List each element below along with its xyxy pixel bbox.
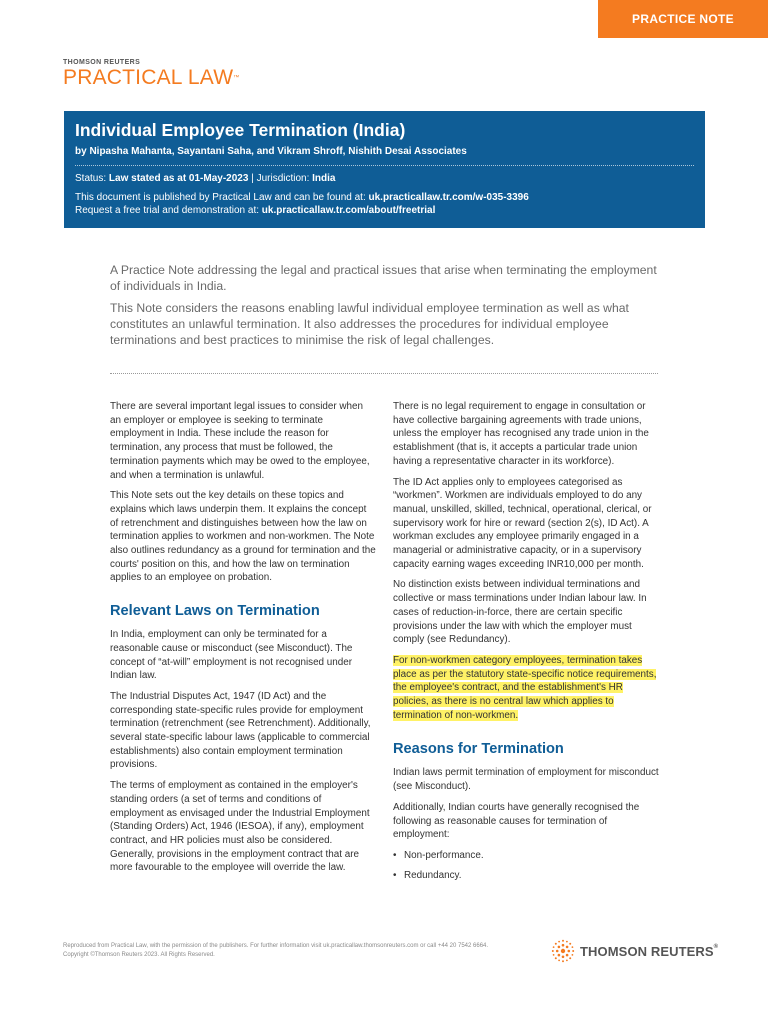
published-line (75, 191, 694, 204)
highlighted-paragraph (393, 654, 659, 723)
body-paragraph: There is no legal requirement to engage in consultation or have collective bargaining agreements with trade unions, unless the employer has recognised any trade union in the establishment (that is, it accepts a particular trade union having a representative character in its workforce). (393, 401, 649, 467)
left-column (110, 400, 376, 882)
logo-trademark: ™ (233, 75, 240, 81)
thomson-reuters-wordmark (580, 944, 718, 959)
body-paragraph: No distinction exists between individual terminations and collective or mass terminations under Indian labour law. In cases of reduction-in-force, there are certain specific provisions under the law with which the employer must comply (see Redundancy). (393, 579, 647, 646)
status-label: Status: (75, 173, 109, 184)
abstract-paragraph: This Note considers the reasons enabling lawful individual employee termination as well as what constitutes an unlawful termination. It also addresses the procedures for individual employee terminations and best practices to minimise the risk of legal challenges. (110, 301, 629, 347)
practice-note-tag (598, 0, 768, 38)
abstract (110, 262, 662, 354)
list-item-text: Redundancy. (404, 869, 462, 881)
heading-reasons-termination: Reasons for Termination (393, 741, 564, 758)
intro-paragraph: There are several important legal issues to consider when an employer or employee is seeking to terminate employment in India. These include the reason for termination, any process that must be followed, the termination payments which may be owed to the employee, and when a termination is unlawful. (110, 401, 370, 481)
status-value: Law stated as at 01-May-2023 (108, 173, 249, 184)
header-divider (75, 165, 694, 166)
list-item: • Non-performance. (393, 849, 484, 861)
body-paragraph: In India, employment can only be terminated for a reasonable cause or misconduct (see Misconduct). The concept of “at-will” employment is not recognised under Indian law. (110, 629, 353, 682)
highlighted-text: For non-workmen category employees, termination takes place as per the statutory state-specific notice requirements, the employee's contract, and the establishment's HR policies, as there is no central law which applies to termination of non-workmen. (393, 654, 657, 721)
body-paragraph: The ID Act applies only to employees categorised as “workmen”. Workmen are individuals employed to do any manual, unskilled, skilled, technical, operational, clerical, or supervisory work for hire or reward (section 2(s), ID Act). A workman excludes any employee primarily engaged in a managerial or administrative capacity, or in a supervisory capacity earning wages exceeding INR10,000 per month. (393, 476, 652, 570)
jurisdiction-label: | Jurisdiction: (248, 173, 313, 184)
practical-law-logo (63, 59, 239, 89)
thomson-reuters-brand: THOMSON REUTERS (580, 943, 714, 959)
reasons-paragraph: Additionally, Indian courts have generally recognised the following as reasonable causes for termination of employment: (393, 801, 640, 841)
reasons-paragraph: Indian laws permit termination of employment for misconduct (see Misconduct). (393, 767, 659, 793)
body-paragraph: The terms of employment as contained in the employer's standing orders (a set of terms and conditions of employment as envisaged under the Industrial Employment (Standing Orders) Act, 1946 (IESOA), if any), employment contract, and HR policies must also be considered. Generally, provisions in the employment contract that are more favourable to the employee will override the law. (110, 780, 370, 874)
copyright-note: Reproduced from Practical Law, with the permission of the publishers. For further information visit uk.practicallaw.thomsonreuters.com or call +44 20 7542 6664. Copyright ©Thomson Reuters 2023. All Rights Reserved. (63, 943, 489, 958)
trial-link[interactable]: uk.practicallaw.tr.com/about/freetrial (261, 205, 436, 216)
list-item-text: Non-performance. (404, 849, 484, 861)
thomson-reuters-logo-icon (551, 939, 575, 963)
thomson-reuters-logo (551, 939, 718, 963)
trial-text: Request a free trial and demonstration at: (75, 205, 262, 216)
document-header (64, 111, 705, 228)
document-title: Individual Employee Termination (India) (75, 120, 406, 140)
published-link[interactable]: uk.practicallaw.tr.com/w-035-3396 (368, 192, 529, 203)
body-paragraph: The Industrial Disputes Act, 1947 (ID Act) and the corresponding state-specific rules provide for employment termination (retrenchment (see Retrenchment). Additionally, several state-specific labour laws (applicable to commercial establishments) also contain employment termination provisions. (110, 690, 371, 771)
jurisdiction-value: India (312, 173, 336, 184)
logo-publisher: THOMSON REUTERS (63, 59, 141, 66)
list-item: • Redundancy. (393, 869, 462, 881)
heading-relevant-laws: Relevant Laws on Termination (110, 603, 320, 620)
registered-mark: ® (713, 943, 719, 950)
document-authors: by Nipasha Mahanta, Sayantani Saha, and Vikram Shroff, Nishith Desai Associates (75, 146, 467, 157)
trial-line (75, 204, 694, 217)
reasons-list (393, 849, 659, 882)
status-line (75, 172, 694, 185)
published-text: This document is published by Practical Law and can be found at: (75, 192, 369, 203)
practice-note-label: PRACTICE NOTE (632, 12, 734, 26)
intro-paragraph: This Note sets out the key details on these topics and explains which laws underpin them. It explains the concept of retrenchment and distinguishes between how the law on termination applies to workmen and non-workmen. The Note also outlines redundancy as a ground for termination and the courts' position on this, and how the law on termination applies to an employee on probation. (110, 490, 376, 584)
right-column (393, 400, 659, 888)
section-divider (110, 373, 658, 374)
logo-brand (63, 67, 239, 89)
abstract-paragraph: A Practice Note addressing the legal and practical issues that arise when terminating the employment of individuals in India. (110, 263, 657, 293)
logo-brand-text: PRACTICAL LAW (63, 66, 234, 89)
